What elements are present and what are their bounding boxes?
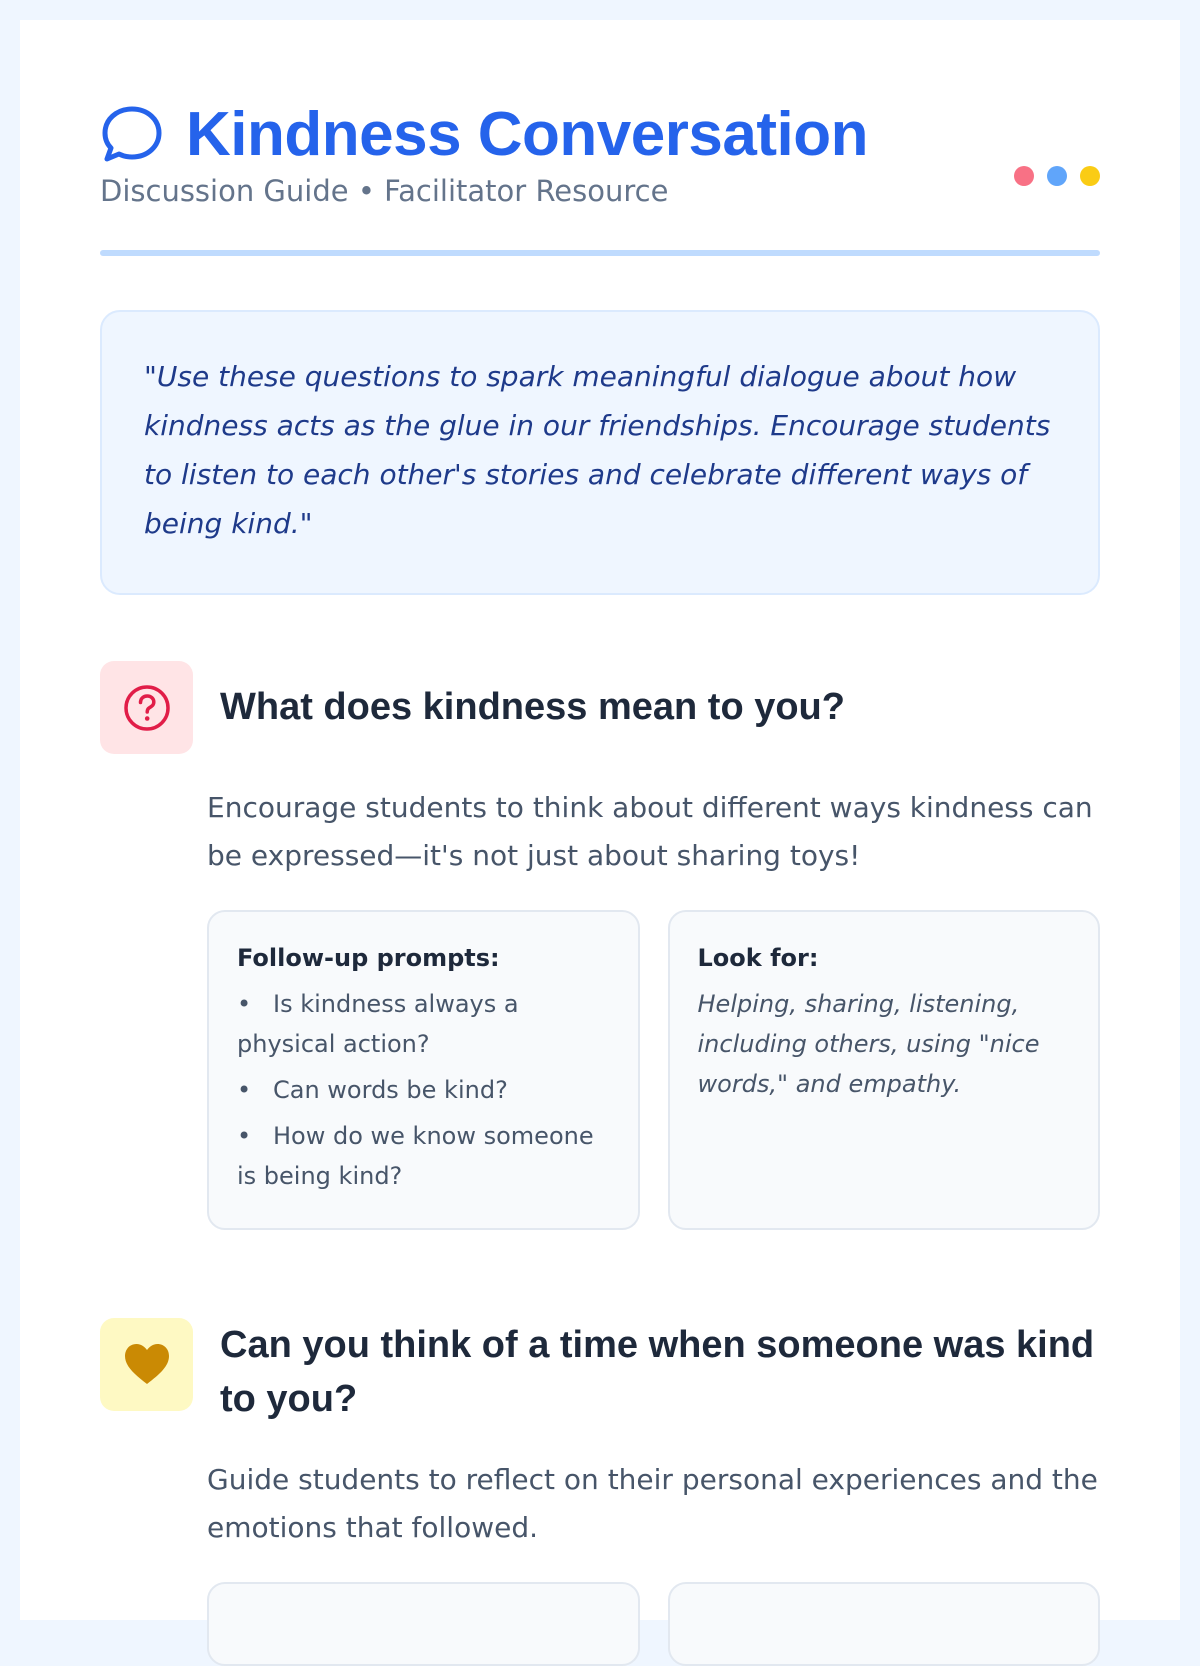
list-item: • Can words be kind? bbox=[237, 1076, 508, 1104]
question-circle-icon bbox=[100, 661, 193, 754]
followup-heading: Follow-up prompts: bbox=[237, 944, 500, 972]
heart-icon bbox=[100, 1318, 193, 1411]
question-title: Can you think of a time when someone was kind to you? bbox=[220, 1324, 1095, 1420]
chat-bubble-icon bbox=[100, 102, 166, 168]
followup-card bbox=[207, 1582, 640, 1666]
list-item: • How do we know someone is being kind? bbox=[237, 1122, 594, 1190]
dot-yellow bbox=[1080, 166, 1100, 186]
dot-pink bbox=[1014, 166, 1034, 186]
discussion-guide-page bbox=[20, 20, 1180, 1620]
intro-quote-box bbox=[100, 310, 1100, 595]
dot-blue bbox=[1047, 166, 1067, 186]
page-subtitle: Discussion Guide • Facilitator Resource bbox=[100, 174, 669, 208]
lookfor-card bbox=[668, 910, 1101, 1230]
page-title: Kindness Conversation bbox=[186, 100, 868, 169]
lookfor-heading: Look for: bbox=[697, 944, 819, 972]
question-title: What does kindness mean to you? bbox=[220, 686, 845, 728]
list-item: • Is kindness always a physical action? bbox=[237, 990, 519, 1058]
question-block-1 bbox=[100, 661, 1100, 1230]
question-block-2 bbox=[100, 1318, 1100, 1666]
lookfor-card bbox=[668, 1582, 1101, 1666]
followup-list bbox=[237, 984, 610, 1196]
intro-quote: "Use these questions to spark meaningful dialogue about how kindness acts as the glue in our friendships. Encourage students to listen to each other's stories and celebrate different ways of being kind." bbox=[144, 360, 1051, 540]
question-description: Encourage students to think about different ways kindness can be expressed—it's not just about sharing toys! bbox=[207, 791, 1093, 872]
header-divider bbox=[100, 250, 1100, 256]
page-header bbox=[100, 20, 1100, 208]
decorative-dots bbox=[1014, 166, 1100, 186]
question-description: Guide students to reflect on their personal experiences and the emotions that followed. bbox=[207, 1463, 1098, 1544]
lookfor-text: Helping, sharing, listening, including others, using "nice words," and empathy. bbox=[697, 990, 1040, 1098]
followup-card bbox=[207, 910, 640, 1230]
